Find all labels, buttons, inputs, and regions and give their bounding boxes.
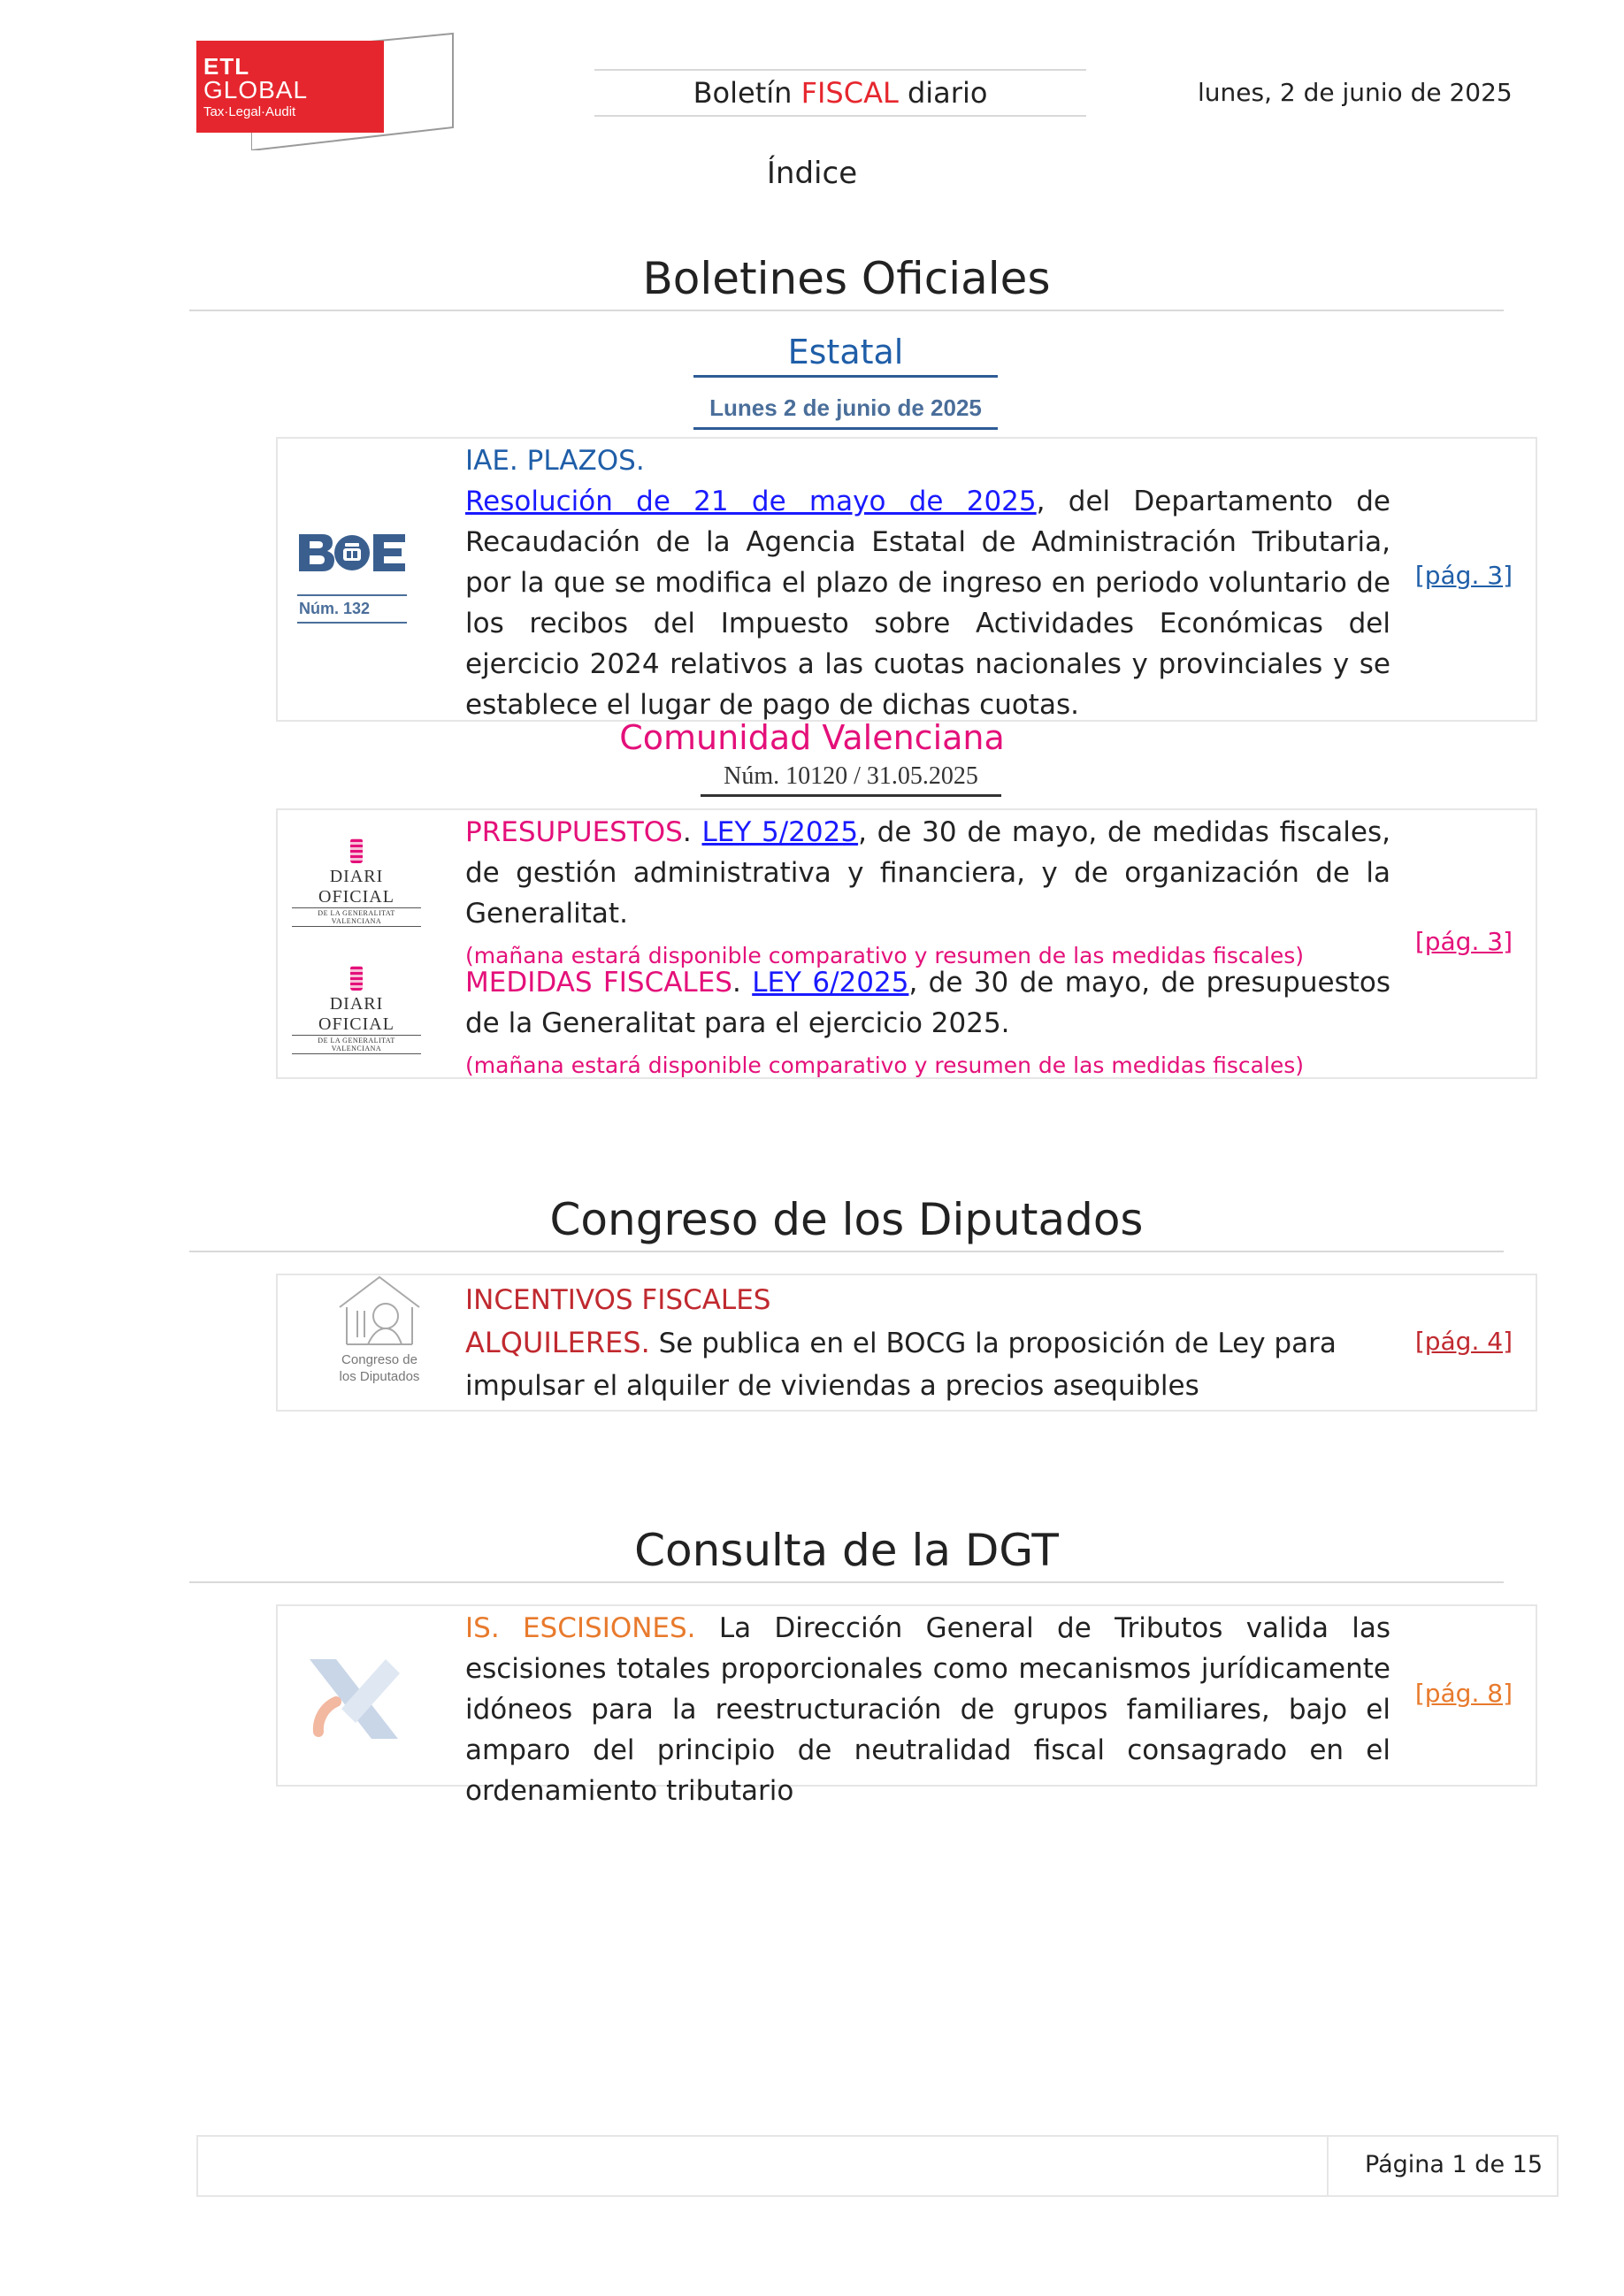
etl-global-logo xyxy=(196,27,462,150)
boe-number: Núm. 132 xyxy=(297,594,407,624)
subsection-title-estatal: Estatal xyxy=(693,333,998,378)
section-title-boletines: Boletines Oficiales xyxy=(189,253,1504,311)
entry-dogv-1-note: (mañana estará disponible comparativo y resumen de las medidas fiscales) xyxy=(465,943,1305,968)
dogv-logo-subtitle: DE LA GENERALITAT VALENCIANA xyxy=(292,908,421,927)
logo-tagline: Tax·Legal·Audit xyxy=(203,104,296,119)
logo-name: GLOBAL xyxy=(203,76,309,103)
entry-dogv-page-link[interactable]: [pág. 3] xyxy=(1414,927,1513,956)
entry-congreso-text xyxy=(465,1279,1403,1407)
entry-dgt-text xyxy=(465,1608,1390,1811)
valenciana-bulletin-number: Núm. 10120 / 31.05.2025 xyxy=(701,762,1001,797)
entry-dgt-description: La Dirección General de Tributos valida las escisiones totales proporcionales como mecanismos jurídicamente idóneos para la reestructuración de grupos familiares, bajo el amparo del principio de neutralidad fiscal consagrado en el ordenamiento tributario xyxy=(465,1612,1390,1807)
entry-congreso-heading-2: ALQUILERES. xyxy=(465,1326,650,1359)
section-title-dgt: Consulta de la DGT xyxy=(189,1525,1504,1583)
dogv-logo-title: DIARI OFICIAL xyxy=(292,994,421,1036)
entry-boe-link[interactable]: Resolución de 21 de mayo de 2025 xyxy=(465,486,1037,517)
estatal-date: Lunes 2 de junio de 2025 xyxy=(693,387,998,430)
entry-congreso-page-link[interactable]: [pág. 4] xyxy=(1414,1327,1513,1356)
bulletin-title-prefix: Boletín xyxy=(693,76,801,110)
entry-dogv-1-sep: . xyxy=(682,816,702,848)
dogv-shield-icon xyxy=(350,966,363,991)
aeat-logo-icon xyxy=(301,1643,407,1749)
entry-dogv-1-heading: PRESUPUESTOS xyxy=(465,816,683,848)
section-title-congreso: Congreso de los Diputados xyxy=(189,1194,1504,1252)
entry-dogv-2-heading: MEDIDAS FISCALES xyxy=(465,967,732,999)
entry-dogv-1-description: , de 30 de mayo, de medidas fiscales, de gestión administrativa y financiera, y de organización de la Generalitat. xyxy=(465,816,1390,930)
footer-divider xyxy=(1327,2137,1329,2195)
logo-red-block xyxy=(196,41,384,133)
header-date: lunes, 2 de junio de 2025 xyxy=(1198,78,1513,107)
page-footer xyxy=(196,2135,1559,2197)
entry-congreso-heading-1: INCENTIVOS FISCALES xyxy=(465,1284,771,1316)
congreso-logo xyxy=(331,1272,428,1385)
entry-dogv-2-link[interactable]: LEY 6/2025 xyxy=(752,967,909,999)
entry-boe-heading: IAE. PLAZOS. xyxy=(465,445,645,477)
entry-dgt-page-link[interactable]: [pág. 8] xyxy=(1414,1679,1513,1708)
entry-dogv-medidas xyxy=(465,962,1390,1084)
entry-dgt-heading: IS. ESCISIONES. xyxy=(465,1612,696,1644)
subsection-title-valenciana: Comunidad Valenciana xyxy=(619,718,1005,757)
bulletin-title-fiscal: FISCAL xyxy=(801,76,899,110)
entry-boe-description: , del Departamento de Recaudación de la Agencia Estatal de Administración Tributaria, por la que se modifica el plazo de ingreso en periodo voluntario de los recibos del Impuesto sobre Actividades Económicas del ejercicio 2024 relativos a las cuotas nacionales y provinciales y se establece el lugar de pago de dichas cuotas. xyxy=(465,486,1390,721)
congreso-logo-label-2: los Diputados xyxy=(339,1369,420,1384)
entry-boe-page-link[interactable]: [pág. 3] xyxy=(1414,561,1513,590)
dogv-logo-subtitle: DE LA GENERALITAT VALENCIANA xyxy=(292,1036,421,1054)
entry-dogv-2-sep: . xyxy=(732,967,753,999)
dogv-logo-title: DIARI OFICIAL xyxy=(292,867,421,908)
index-title: Índice xyxy=(766,156,858,191)
footer-page-number: Página 1 de 15 xyxy=(1365,2151,1543,2178)
entry-congreso-description: Se publica en el BOCG la proposición de Ley para impulsar el alquiler de viviendas a precios asequibles xyxy=(465,1328,1337,1402)
dogv-logo xyxy=(292,838,421,927)
dogv-logo xyxy=(292,966,421,1054)
entry-dogv-1-link[interactable]: LEY 5/2025 xyxy=(701,816,859,848)
entry-dogv-2-note: (mañana estará disponible comparativo y resumen de las medidas fiscales) xyxy=(465,1052,1305,1078)
entry-dogv-presupuestos xyxy=(465,812,1390,975)
congreso-building-icon xyxy=(331,1272,428,1348)
logo-brand: ETL xyxy=(203,53,250,80)
boe-logo-icon xyxy=(297,531,407,577)
dogv-shield-icon xyxy=(350,838,363,863)
entry-boe-text xyxy=(465,440,1390,725)
bulletin-title-suffix: diario xyxy=(898,76,988,110)
entry-dogv-2-description: , de 30 de mayo, de presupuestos de la Generalitat para el ejercicio 2025. xyxy=(465,967,1390,1039)
bulletin-title xyxy=(594,69,1086,117)
congreso-logo-label-1: Congreso de xyxy=(341,1352,417,1367)
